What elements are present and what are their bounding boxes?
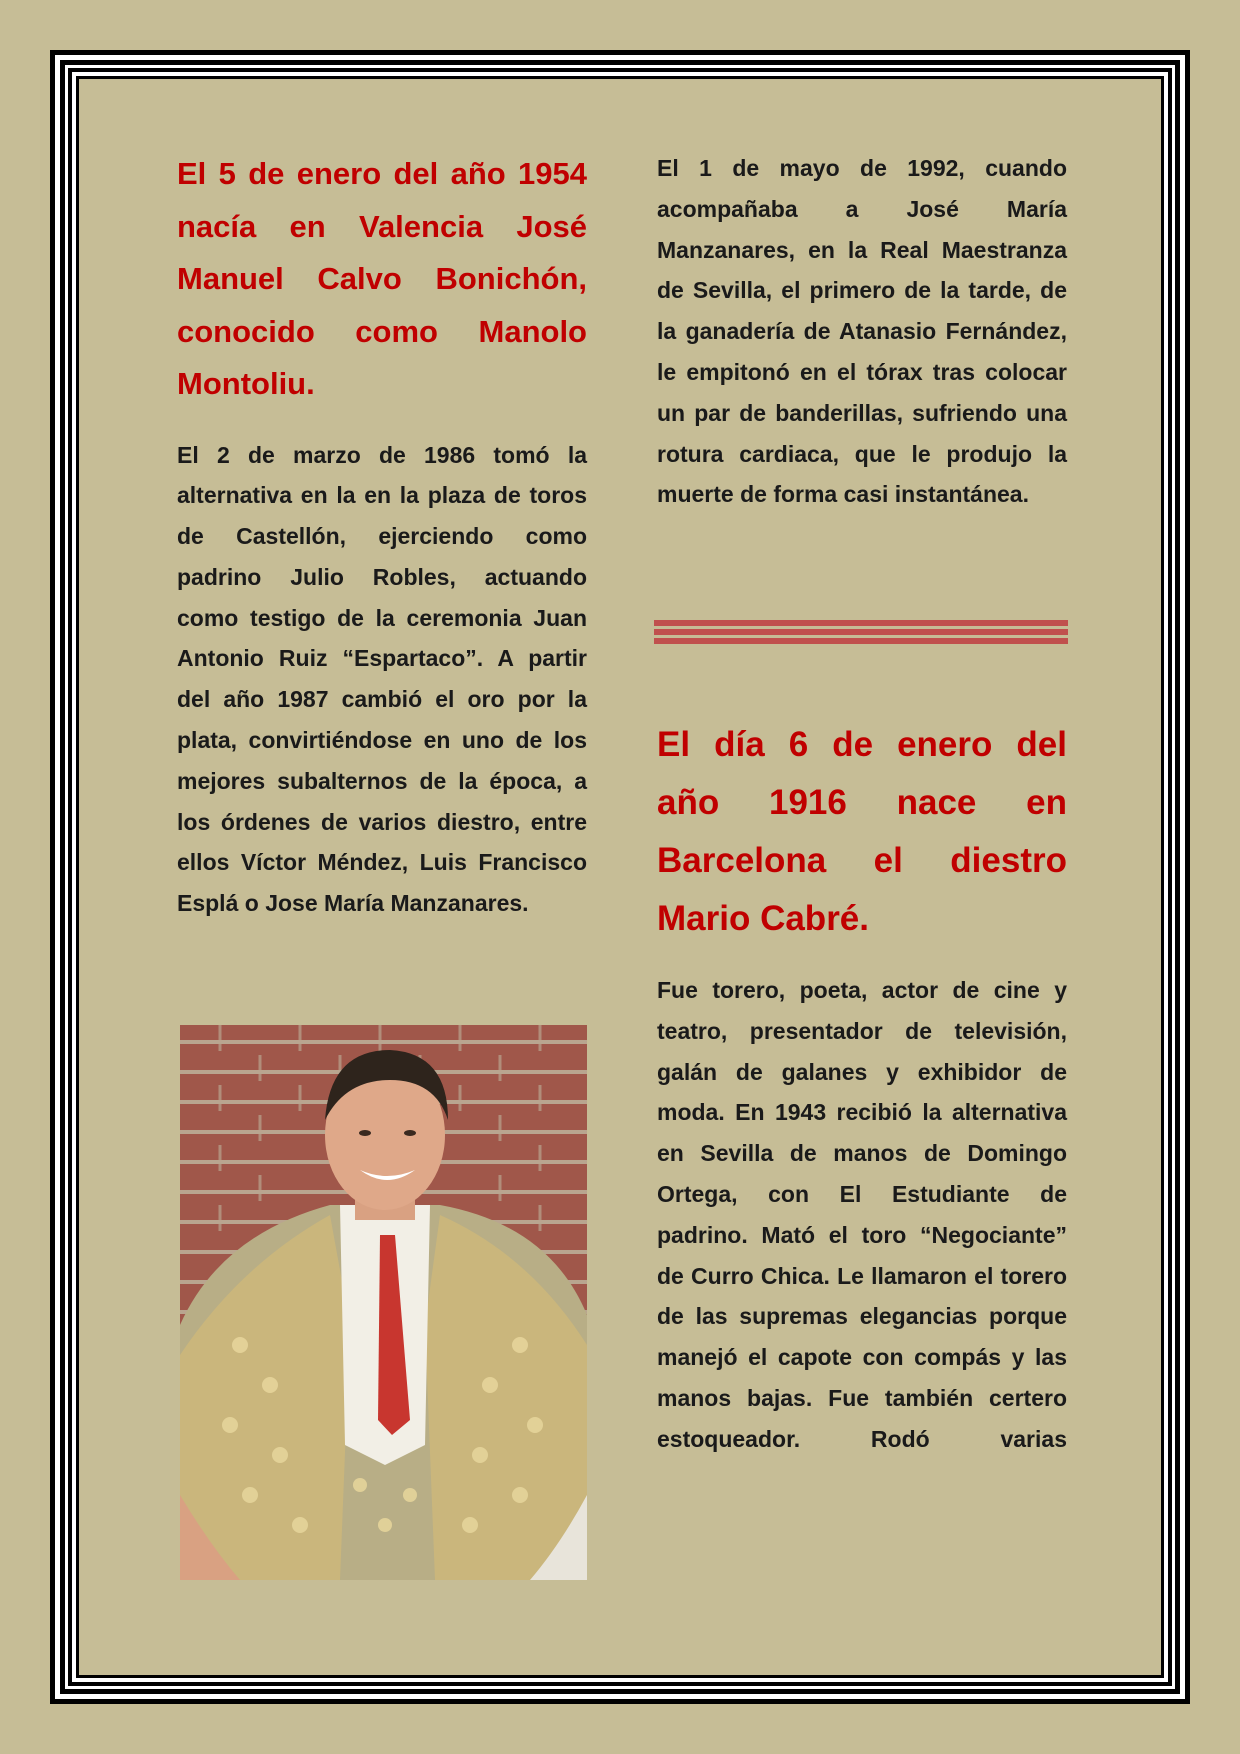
- left-column: [177, 148, 587, 924]
- paragraph-montoliu-career: El 2 de marzo de 1986 tomó la alternativa en la en la plaza de toros de Castellón, ejerciendo como padrino Julio Robles, actuando como testigo de la ceremonia Juan Antonio Ruiz “Espartaco”. A partir del año 1987 cambió el oro por la plata, convirtiéndose en uno de los mejores subalternos de la época, a los órdenes de varios diestro, entre ellos Víctor Méndez, Luis Francisco Esplá o Jose María Manzanares.: [177, 441, 587, 917]
- paragraph-montoliu-death: El 1 de mayo de 1992, cuando acompañaba a José María Manzanares, en la Real Maestranza de Sevilla, el primero de la tarde, de la ganadería de Atanasio Fernández, le empitonó en el tórax tras colocar un par de banderillas, sufriendo una rotura cardiaca, que le produjo la muerte de forma casi instantánea.: [657, 155, 1067, 508]
- right-column-lower: [657, 716, 1067, 1460]
- section-divider: [654, 620, 1068, 648]
- heading-manolo-montoliu: El 5 de enero del año 1954 nacía en Valencia José Manuel Calvo Bonichón, conocido como Manolo Montoliu.: [177, 156, 587, 401]
- paragraph-mario-cabre: Fue torero, poeta, actor de cine y teatro, presentador de televisión, galán de galanes y exhibidor de moda. En 1943 recibió la alternativa en Sevilla de manos de Domingo Ortega, con El Estudiante de padrino. Mató el toro “Negociante” de Curro Chica. Le llamaron el torero de las supremas elegancias porque manejó el capote con compás y las manos bajas. Fue también certero estoqueador. Rodó varias: [657, 977, 1067, 1452]
- photo-bullfighter: [180, 1025, 587, 1580]
- heading-mario-cabre: El día 6 de enero del año 1916 nace en Barcelona el diestro Mario Cabré.: [657, 725, 1067, 938]
- right-column: [657, 148, 1067, 515]
